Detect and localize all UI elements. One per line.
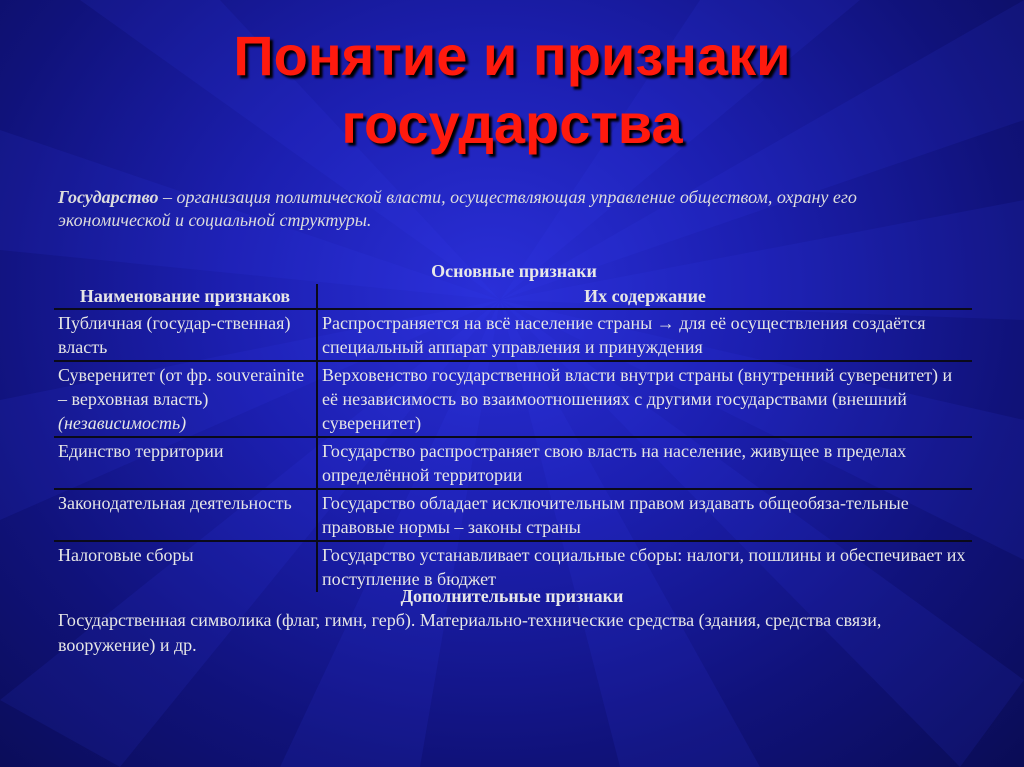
extra-features-text: Государственная символика (флаг, гимн, герб). Материально-технические средства (здания, средства связи, вооружение) и др. <box>58 610 882 655</box>
feature-name: Налоговые сборы <box>58 545 194 565</box>
definition-term: Государство <box>58 187 159 207</box>
header-feature-content: Их содержание <box>584 286 706 306</box>
feature-name: Законодательная деятельность <box>58 493 292 513</box>
table-row <box>54 542 972 592</box>
slide-title <box>0 22 1024 158</box>
table-row <box>54 490 972 542</box>
definition-text: – организация политической власти, осуществляющая управление обществом, охрану его экономической и социальной структуры. <box>58 187 857 230</box>
feature-name: Единство территории <box>58 441 224 461</box>
feature-name-cell <box>54 490 318 540</box>
feature-name-cell <box>54 362 318 436</box>
table-row <box>54 310 972 362</box>
table-row <box>54 362 972 438</box>
feature-content-cell: Государство обладает исключительным правом издавать общеобяза-тельные правовые нормы – законы страны <box>322 493 909 537</box>
feature-name-note: (независимость) <box>58 413 187 433</box>
feature-name: Суверенитет (от фр. souverainite – верховная власть) <box>58 365 305 409</box>
feature-content-cell: Верховенство государственной власти внутри страны (внутренний суверенитет) и её независимость во взаимоотношениях с другими государствами (внешний суверенитет) <box>322 365 953 433</box>
title-line-1: Понятие и признаки <box>233 24 791 87</box>
feature-content-cell: Государство распространяет свою власть на население, живущее в пределах определённой территории <box>322 441 907 485</box>
main-features-heading-text: Основные признаки <box>431 261 597 281</box>
table-row <box>54 438 972 490</box>
feature-name-cell <box>54 542 318 592</box>
table-header-row <box>54 284 972 310</box>
main-features-heading <box>0 261 1024 282</box>
feature-content-cell: Распространяется на всё население страны → для её осуществления создаётся специальный аппарат управления и принуждения <box>322 313 926 357</box>
feature-name-cell <box>54 438 318 488</box>
feature-name-cell <box>54 310 318 360</box>
extra-features-heading: Дополнительные признаки <box>400 586 624 606</box>
header-feature-name: Наименование признаков <box>54 284 318 308</box>
definition-paragraph <box>58 186 958 232</box>
feature-content-cell: Государство устанавливает социальные сборы: налоги, пошлины и обеспечивает их поступление в бюджет <box>322 545 966 589</box>
title-line-2: государства <box>341 92 683 155</box>
features-table <box>54 284 972 592</box>
feature-name: Публичная (государ-ственная) власть <box>58 313 291 357</box>
